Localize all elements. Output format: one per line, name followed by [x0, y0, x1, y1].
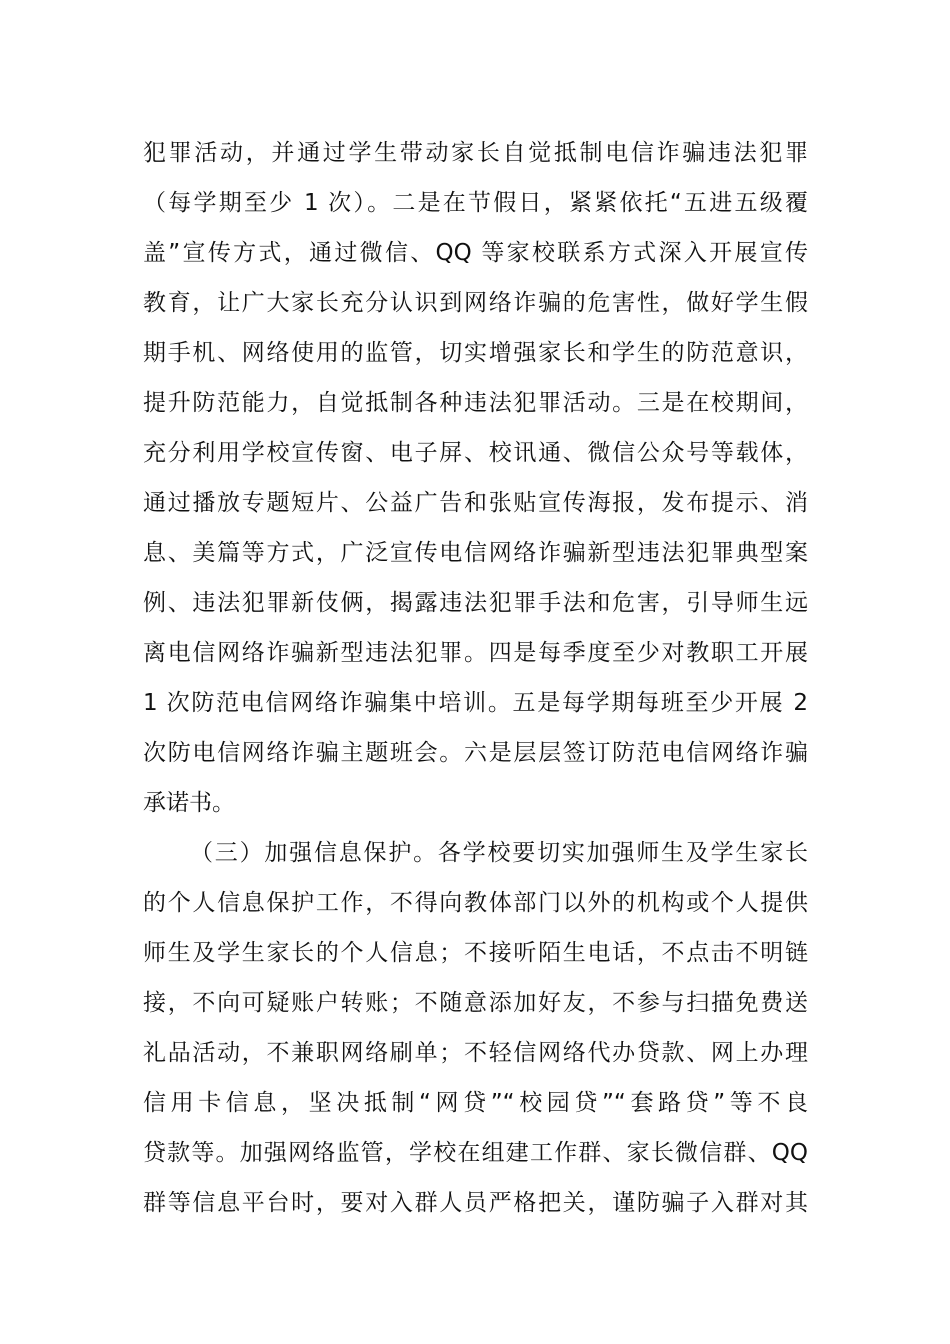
text-line: 离电信网络诈骗新型违法犯罪。四是每季度至少对教职工开展: [143, 640, 808, 666]
text-line: （每学期至少 1 次）。二是在节假日，紧紧依托“五进五级覆: [143, 190, 808, 216]
text-line: 教育，让广大家长充分认识到网络诈骗的危害性，做好学生假: [143, 290, 808, 316]
text-line: 期手机、网络使用的监管，切实增强家长和学生的防范意识，: [143, 340, 808, 366]
text-line: 信用卡信息，坚决抵制“网贷”“校园贷”“套路贷”等不良: [143, 1090, 808, 1116]
text-line: 次防电信网络诈骗主题班会。六是层层签订防范电信网络诈骗: [143, 740, 808, 766]
section-heading-line: （三）加强信息保护。各学校要切实加强师生及学生家长: [190, 840, 808, 866]
text-line: 群等信息平台时，要对入群人员严格把关，谨防骗子入群对其: [143, 1190, 808, 1216]
text-line: 例、违法犯罪新伎俩，揭露违法犯罪手法和危害，引导师生远: [143, 590, 808, 616]
text-line: 通过播放专题短片、公益广告和张贴宣传海报，发布提示、消: [143, 490, 808, 516]
text-line: 贷款等。加强网络监管，学校在组建工作群、家长微信群、QQ: [143, 1140, 808, 1166]
text-line: 犯罪活动，并通过学生带动家长自觉抵制电信诈骗违法犯罪: [143, 140, 808, 166]
text-line: 提升防范能力，自觉抵制各种违法犯罪活动。三是在校期间，: [143, 390, 808, 416]
text-line: 的个人信息保护工作，不得向教体部门以外的机构或个人提供: [143, 890, 808, 916]
text-line: 息、美篇等方式，广泛宣传电信网络诈骗新型违法犯罪典型案: [143, 540, 808, 566]
text-line: 接，不向可疑账户转账；不随意添加好友，不参与扫描免费送: [143, 990, 808, 1016]
text-line: 礼品活动，不兼职网络刷单；不轻信网络代办贷款、网上办理: [143, 1040, 808, 1066]
text-line: 师生及学生家长的个人信息；不接听陌生电话，不点击不明链: [143, 940, 808, 966]
text-line: 承诺书。: [143, 790, 235, 816]
text-line: 1 次防范电信网络诈骗集中培训。五是每学期每班至少开展 2: [143, 690, 808, 716]
text-line: 充分利用学校宣传窗、电子屏、校讯通、微信公众号等载体，: [143, 440, 808, 466]
text-line: 盖”宣传方式，通过微信、QQ 等家校联系方式深入开展宣传: [143, 240, 808, 266]
